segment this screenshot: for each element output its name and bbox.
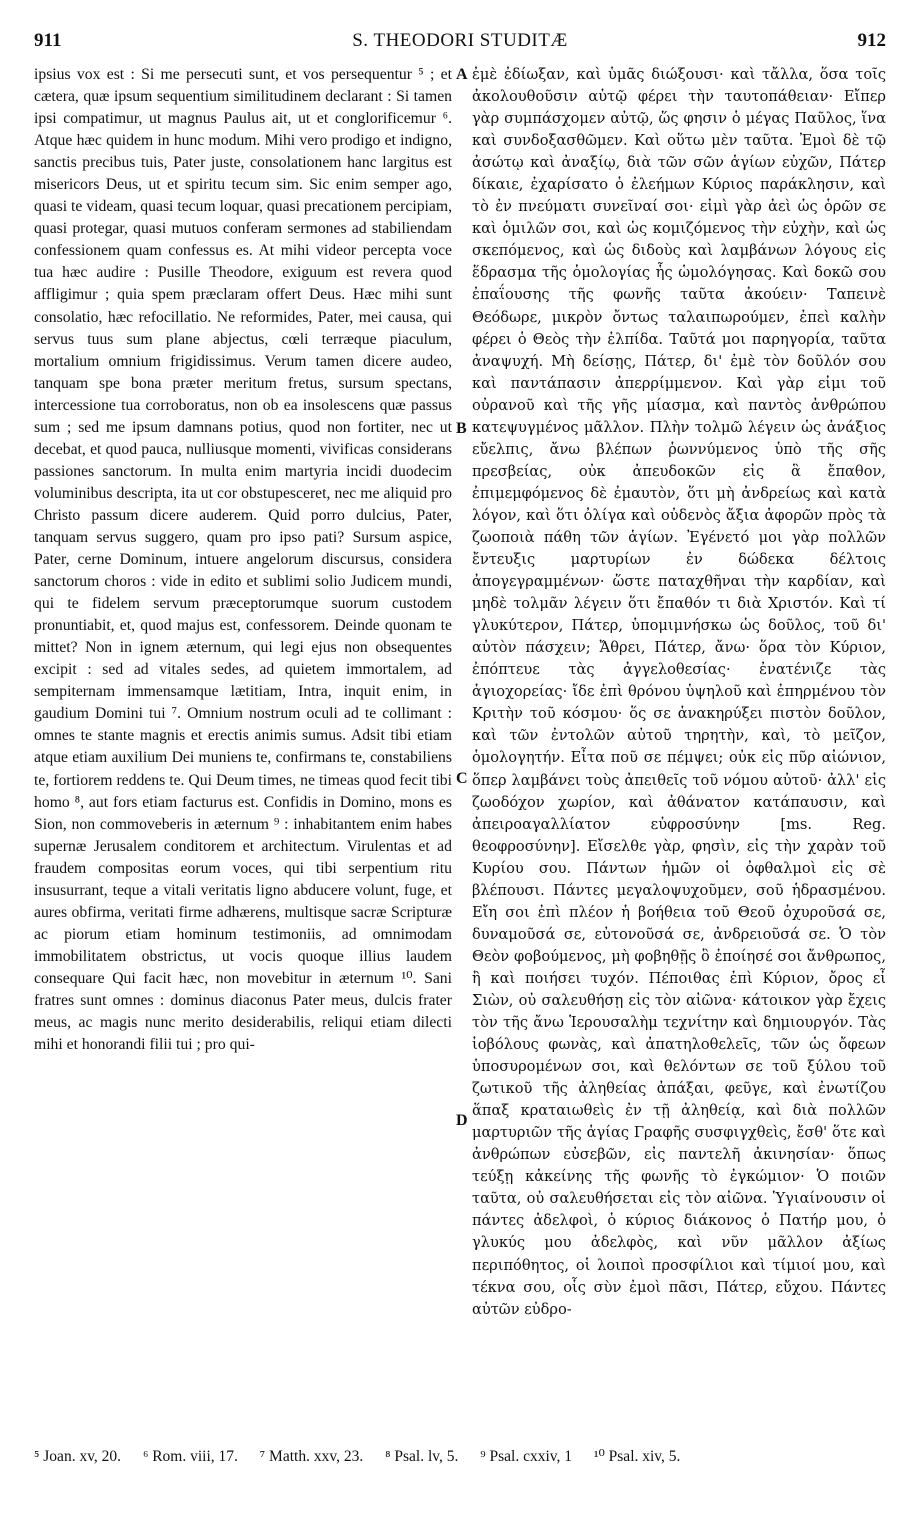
footnote: ⁸ Psal. lv, 5.: [385, 1448, 459, 1465]
greek-text: ἐμὲ ἐδίωξαν, καὶ ὑμᾶς διώξουσι· καὶ τἄλλα, ὅσα τοῖς ἀκολουθοῦσιν αὐτῷ φέρει τὴν ταυτοπάθειαν· Εἴπερ γὰρ συμπάσχομεν αὐτῷ, ὥς φησιν ὁ μέγας Παῦλος, ἵνα καὶ συνδοξασθῶμεν. Καὶ οὕτω μὲν ταῦτα. Ἐμοὶ δὲ τῷ ἀσώτῳ καὶ ἀναξίῳ, διὰ τῶν σῶν ἁγίων εὐχῶν, Πάτερ δίκαιε, ἐχαρίσατο ὁ ἐλεήμων Κύριος παράκλησιν, καὶ τὸ ἐν πνεύματι συνεῖναί σοι· εἰμὶ γὰρ ἀεὶ ὡς ὁρῶν σε καὶ ὁμιλῶν σοι, καὶ ὡς κομιζόμενος τὴν εὐχὴν, καὶ ὡς σκεπόμενος, καὶ ὡς διδοὺς καὶ λαμβάνων λόγους εἰς ἕδρασμα τῆς ὁμολογίας ἧς ὡμολόγησας. Καὶ δοκῶ σου ἐπαΐουσης τῆς φωνῆς ταῦτα ἀκούειν· Ταπεινὲ Θεόδωρε, μικρὸν ὄντως ταλαιπωρούμεν, ἐπεὶ καλὴν φέρει ὁ Θεὸς τὴν ἐλπίδα. Ταῦτά μοι παρηγορία, ταῦτα ἀναψυχή. Μὴ δείσῃς, Πάτερ, δι' ἐμὲ τὸν δοῦλόν σου καὶ παντάπασιν ἀπερρίμμενον. Καὶ γὰρ εἰμι τοῦ οὐρανοῦ καὶ τῆς γῆς μίασμα, καὶ παντὸς ἀνθρώπου κατεψυγμένος μᾶλλον. Πλὴν τολμῶ λέγειν ὡς ἀνάξιος εὔελπις, ἄνω βλέπων ῥωννύμενος ὑπὸ τῆς σῆς πρεσβείας, οὐκ ἀπευδοκῶν εἰς ἃ ἔπαθον, ἐπιμεμφόμενος δὲ ἐμαυτὸν, ὅτι μὴ ἀνδρείως καὶ κατὰ λόγον, καὶ ὅτι ὀλίγα καὶ οὐδενὸς ἄξια ἀφορῶν πρὸς τὰ ζωοποιὰ πάθη τῶν ἁγίων. Ἐγένετό μοι γὰρ πολλῶν ἔντευξις μαρτυρίων ἐν δώδεκα δέλτοις ἀπογεγραμμένων· ὥστε παταχθῆναι τὴν καρδίαν, καὶ μηδὲ τολμᾶν λέγειν ὅτι ἔπαθόν τι διὰ Χριστόν. Καὶ τί γλυκύτερον, Πάτερ, ὑπομιμνήσκω ὡς δοῦλος, τοῦ δι' αὐτὸν πάσχειν; Ἄθρει, Πάτερ, ἄνω· ὅρα τὸν Κύριον, ἐπόπτευε τὰς ἀγγελοθεσίας· ἐνατένιζε τὰς ἁγιοχορείας· ἴδε ἐπὶ θρόνου ὑψηλοῦ καὶ ἐπηρμένου τὸν Κριτὴν τοῦ κόσμου· ὅς σε ἀνακηρύξει πιστὸν δοῦλον, καὶ τῶν ἐντολῶν αὐτοῦ τηρητὴν, καὶ, τὸ μεῖζον, ὁμολογητήν. Εἶτα ποῦ σε πέμψει; οὐκ εἰς πῦρ αἰώνιον, ὅπερ λαμβάνει τοὺς ἀπειθεῖς τοῦ νόμου αὐτοῦ· ἀλλ' εἰς ζωοδόχον χωρίον, καὶ ἀθάνατον κατάπαυσιν, καὶ ἀπειροαγαλλίατον εὐφροσύνην [ms. Reg. θεοφροσύνην]. Εἴσελθε γὰρ, φησὶν, εἰς τὴν χαρὰν τοῦ Κυρίου σου. Πάντων ἡμῶν οἱ ὀφθαλμοὶ εἰς σὲ βλέπουσι. Πάντες μεγαλοψυχοῦμεν, σοῦ ἡδρασμένου. Εἴη σοι ἐπὶ πλέον ἡ βοήθεια τοῦ Θεοῦ ὀχυροῦσά σε, δυναμοῦσά σε, εὐτονοῦσά σε, ἀνδρειοῦσά σε. Ὁ τὸν Θεὸν φοβούμενος, μὴ φοβηθῇς ὃ ἐποίησέ σοι ἄνθρωπος, ἢ καὶ ποιήσει τυχόν. Πέποιθας ἐπὶ Κύριον, ὄρος εἶ Σιὼν, οὐ σαλευθήσῃ εἰς τὸν αἰῶνα· κάτοικον γὰρ ἔχεις τὸν τῆς ἄνω Ἱερουσαλὴμ τεχνίτην καὶ δημιουργόν. Τὰς ἰοβόλους φωνὰς, καὶ ἀπατηλοθελεῖς, τῶν ὡς ὄφεων ὑποσυρομένων σοι, καὶ θελόντων σε τοῦ ξύλου τοῦ ζωτικοῦ τῆς ἀληθείας ἀπάξαι, φεῦγε, καὶ ἐνωτίζου ἅπαξ κραταιωθεὶς ἐν τῇ ἀληθείᾳ, καὶ διὰ πολλῶν μαρτυριῶν τῆς ἁγίας Γραφῆς συσφιγχθεὶς, ἔσθ' ὅτε καὶ ἀνθρώπων εὐσεβῶν, εἰς παντελῆ ἀκινησίαν· ὅπως τεύξῃ κἀκείνης τῆς φωνῆς τὸ ἐγκώμιον· Ὁ ποιῶν ταῦτα, οὐ σαλευθήσεται εἰς τὸν αἰῶνα. Ὑγιαίνουσιν οἱ πάντες ἀδελφοὶ, ὁ κύριος διάκονος ὁ Πατήρ μου, ὁ γλυκύς μου ἀδελφὸς, καὶ νῦν μᾶλλον ἀξίως περιπόθητος, οἱ λοιποὶ προσφίλιοι καὶ τίμιοί μου, καὶ τέκνα σου, οἷς σὺν ἐμοὶ πᾶσι, Πάτερ, εὔχου. Πάντες αὐτῶν εὐδρο-: [472, 66, 886, 1318]
page-number-right: 912: [857, 30, 886, 51]
running-header: [34, 30, 886, 56]
footnote: ⁹ Psal. cxxiv, 1: [480, 1448, 573, 1465]
greek-column: [472, 64, 886, 1321]
footnote: ⁵ Joan. xv, 20.: [34, 1448, 122, 1465]
footnotes: [34, 1446, 886, 1467]
margin-marker-c: C: [456, 770, 468, 787]
footnote: ⁶ Rom. viii, 17.: [142, 1448, 238, 1465]
running-title: S. THEODORI STUDITÆ: [352, 30, 568, 51]
footnote: ⁷ Matth. xxv, 23.: [259, 1448, 364, 1465]
latin-column: [34, 64, 452, 1056]
latin-text: ipsius vox est : Si me persecuti sunt, et vos persequentur ⁵ ; et cætera, quæ ipsum sequentium similitudinem declarant : Si tamen ipsi compatimur, ut magnus Paulus ait, ut et conglorificemur ⁶. Atque hæc quidem in hunc modum. Mihi vero prodigo et indigno, sanctis precibus tuis, Pater juste, consolationem hanc largitus est misericors Deus, ut et spiritu tecum sim. Sic enim semper ago, quasi te videam, quasi tecum loquar, quasi precationem percipiam, quasi protegar, quasi mutuos conferam sermones ad stabiliendam confessionem quam confessus es. At mihi videor percepta voce tua hæc audire : Pusille Theodore, exiguum est revera quod affligimur ; quia spem præclaram offert Deus. Hæc mihi sunt consolatio, hæc refocillatio. Ne reformides, Pater, mei causa, qui servus tuus sum plane abjectus, cœli terræque piaculum, mortalium omnium frigidissimus. Verum tamen dicere audeo, tanquam spe bona præter meritum fretus, sursum spectans, intercessione tua corroboratus, non ob ea insolescens quæ passus sum ; sed me ipsum damnans potius, quod non fortiter, nec ut decebat, et quod pauca, nulliusque momenti, vivificas considerans passiones sanctorum. In multa enim martyria incidi duodecim voluminibus descripta, ita ut cor obstupesceret, nec me aliquid pro Christo passum dicere auderem. Quid porro dulcius, Pater, tanquam servus suggero, quam pro ipso pati? Sursum aspice, Pater, cerne Dominum, intuere angelorum discursus, considera sanctorum choros : vide in edito et sublimi solio Judicem mundi, qui te fidelem servum præceptorumque suorum custodem pronuntiabit, et, quod majus est, confessorem. Deinde quonam te mittet? Non in ignem æternum, qui legi ejus non obsequentes excipit : sed ad vitales sedes, ad quietem immortalem, ad sempiternam immensamque lætitiam, Intra, inquit enim, in gaudium Domini tui ⁷. Omnium nostrum oculi ad te collimant : omnes te stante magnis et erectis animis sumus. Adsit tibi etiam atque etiam auxilium Dei muniens te, confirmans te, constabiliens te, fortiorem reddens te. Qui Deum times, ne timeas quod fecit tibi homo ⁸, aut fors etiam facturus est. Confidis in Domino, mons es Sion, non commoveberis in æternum ⁹ : inhabitantem enim habes supernæ Jerusalem conditorem et architectum. Virulentas et ad fraudem compositas eorum voces, qui tibi serpentium ritu insusurrant, teque a vitali veritatis ligno abducere volunt, fuge, et aures obfirma, veritati firme adhærens, multisque sacræ Scripturæ ac piorum etiam hominum testimoniis, ad omnimodam immobilitatem obstrictus, ut vocis quoque illius laudem consequare Qui facit hæc, non movebitur in æternum ¹⁰. Sani fratres sunt omnes : dominus diaconus Pater meus, dulcis frater meus, ac magis nunc merito desiderabilis, reliqui etiam dilecti mihi et honorandi filii tui ; pro qui-: [34, 66, 453, 1054]
margin-marker-d: D: [456, 1112, 468, 1129]
margin-marker-b: B: [456, 420, 467, 437]
footnote: ¹⁰ Psal. xiv, 5.: [593, 1448, 681, 1465]
page-number-left: 911: [34, 30, 62, 51]
margin-marker-a: A: [456, 66, 468, 83]
